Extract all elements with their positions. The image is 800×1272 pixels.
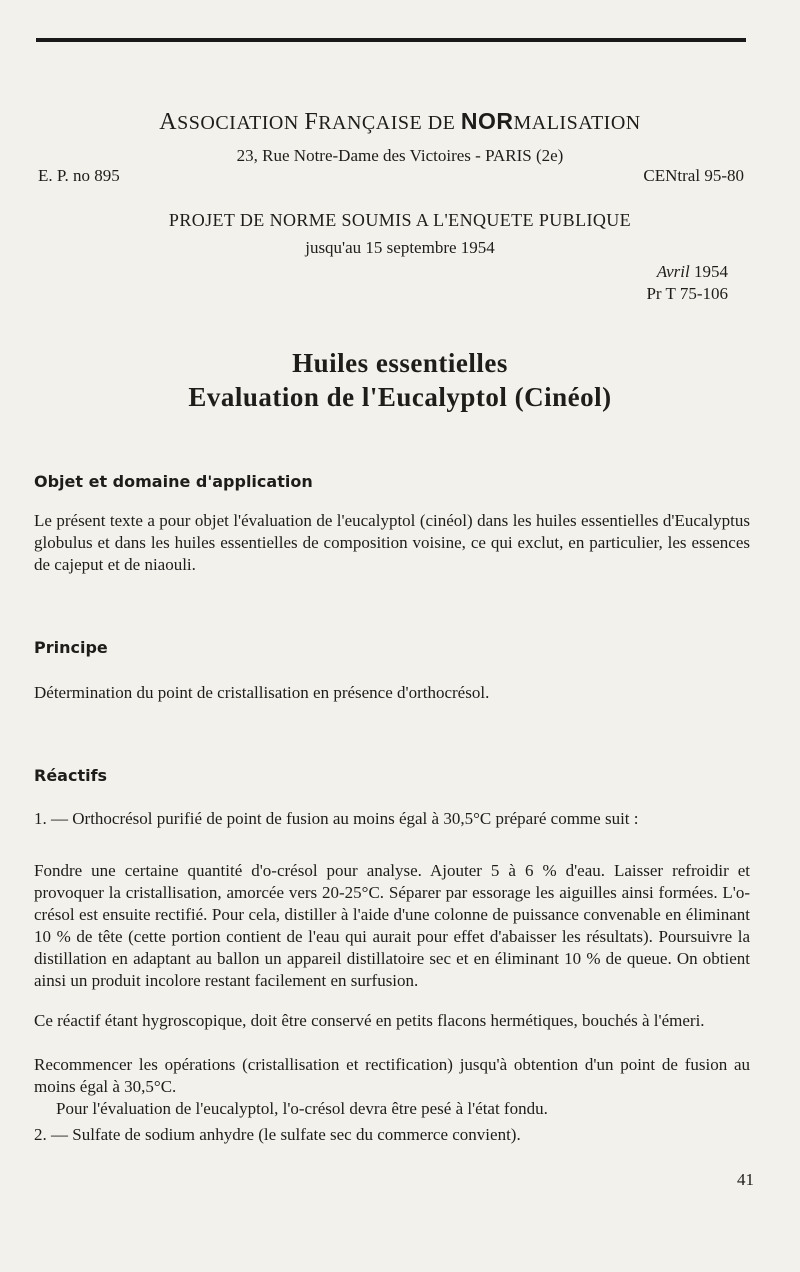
top-rule	[36, 38, 746, 42]
date: Avril 1954	[656, 262, 728, 281]
deadline: jusqu'au 15 septembre 1954	[305, 238, 495, 257]
page-number: 41	[737, 1170, 754, 1189]
address: 23, Rue Notre-Dame des Victoires - PARIS (2e)	[236, 146, 564, 165]
reactif-1-weigh: Pour l'évaluation de l'eucalyptol, l'o-crésol devra être pesé à l'état fondu.	[56, 1099, 548, 1118]
reactif-1-storage: Ce réactif étant hygroscopique, doit être conservé en petits flacons hermétiques, bouchés à l'émeri.	[34, 1011, 705, 1030]
phone: CENtral 95-80	[643, 166, 744, 185]
reactif-1-detail: Fondre une certaine quantité d'o-crésol pour analyse. Ajouter 5 à 6 % d'eau. Laisser refroidir et provoquer la cristallisation, amorcée vers 20-25°C. Séparer par essorage les aiguilles ainsi formées. L'o-crésol est ensuite rectifié. Pour cela, distiller à l'aide d'une colonne de puissance convenable en éliminant 10 % de tête (cette portion contient de l'eau qui aurait pour effet d'abaisser les résultats). Poursuivre la distillation en adaptant au ballon un appareil distillatoire sec et en éliminant 10 % de queue. On obtient ainsi un produit incolore restant facilement en surfusion.	[34, 861, 750, 990]
association-name: ASSOCIATION FRANÇAISE DE NORMALISATION	[159, 108, 641, 135]
title-line-1: Huiles essentielles	[292, 348, 508, 378]
reactif-1-repeat: Recommencer les opérations (cristallisation et rectification) jusqu'à obtention d'un point de fusion au moins égal à 30,5°C.	[34, 1055, 750, 1096]
reference: Pr T 75-106	[646, 284, 728, 303]
principe-heading: Principe	[34, 638, 108, 657]
principe-text: Détermination du point de cristallisation en présence d'orthocrésol.	[34, 683, 490, 702]
reactif-1: 1. — Orthocrésol purifié de point de fusion au moins égal à 30,5°C préparé comme suit :	[34, 809, 639, 828]
document-title	[0, 346, 800, 414]
reactifs-heading: Réactifs	[34, 766, 108, 785]
projet-heading: PROJET DE NORME SOUMIS A L'ENQUETE PUBLIQUE	[168, 210, 632, 230]
ep-number: E. P. no 895	[38, 166, 120, 185]
title-line-2: Evaluation de l'Eucalyptol (Cinéol)	[188, 382, 612, 412]
objet-heading: Objet et domaine d'application	[34, 472, 313, 491]
reactif-2: 2. — Sulfate de sodium anhydre (le sulfate sec du commerce convient).	[34, 1125, 521, 1144]
objet-text: Le présent texte a pour objet l'évaluation de l'eucalyptol (cinéol) dans les huiles essentielles d'Eucalyptus globulus et dans les huiles essentielles de composition voisine, ce qui exclut, en particulier, les essences de cajeput et de niaouli.	[34, 511, 750, 574]
